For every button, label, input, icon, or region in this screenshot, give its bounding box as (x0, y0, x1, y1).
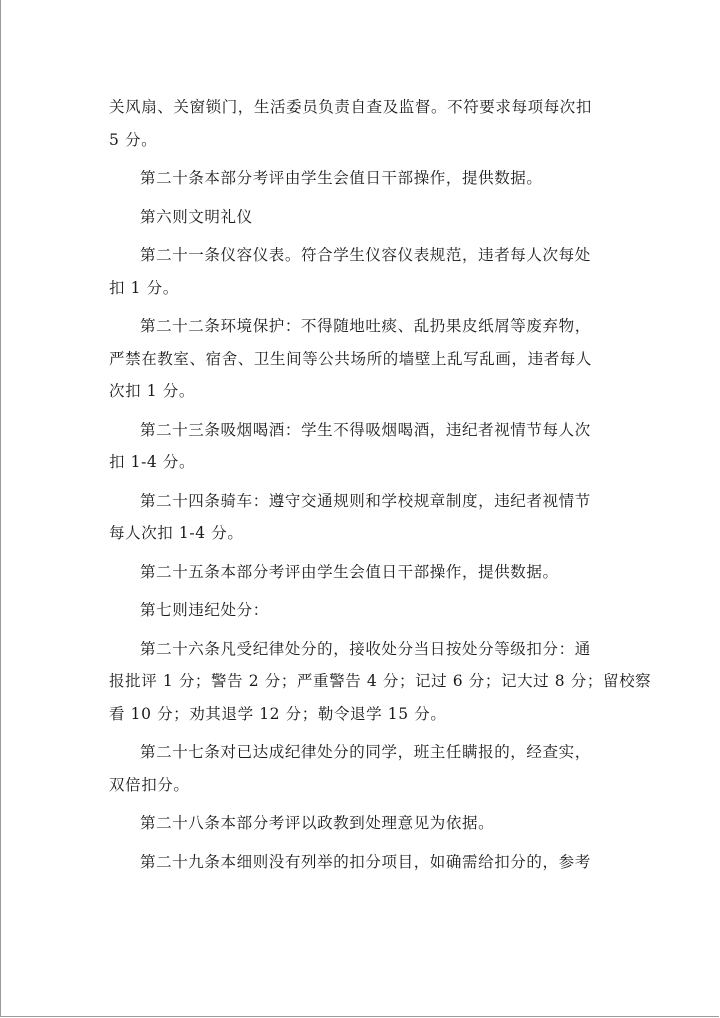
paragraph-article-22 (109, 310, 619, 408)
text-line: 第六则文明礼仪 (140, 207, 253, 226)
text-line: 关风扇、关窗锁门，生活委员负责自查及监督。不符要求每项每次扣 (109, 98, 593, 116)
text-line: 双倍扣分。 (109, 775, 190, 794)
section-heading-6 (109, 201, 619, 234)
text-line: 次扣 1 分。 (109, 382, 195, 400)
text-line: 第二十二条环境保护：不得随地吐痰、乱扔果皮纸屑等废弃物， (140, 317, 591, 335)
text-line: 看 10 分；劝其退学 12 分；勒令退学 15 分。 (109, 704, 447, 723)
paragraph-article-23 (109, 414, 619, 479)
text-line: 5 分。 (109, 130, 158, 149)
paragraph-article-26 (109, 633, 652, 731)
text-line: 第七则违纪处分： (140, 601, 269, 619)
text-line: 第二十五条本部分考评由学生会值日干部操作，提供数据。 (140, 562, 559, 581)
text-line: 扣 1-4 分。 (109, 453, 196, 471)
paragraph-article-29 (109, 846, 619, 879)
section-heading-7 (109, 594, 619, 627)
paragraph-article-27 (109, 736, 619, 801)
text-line: 每人次扣 1-4 分。 (109, 524, 244, 542)
text-line: 第二十条本部分考评由学生会值日干部操作，提供数据。 (140, 169, 543, 187)
paragraph-article-20 (109, 162, 619, 195)
text-line: 第二十四条骑车：遵守交通规则和学校规章制度，违纪者视情节 (140, 491, 591, 510)
paragraph-article-28 (109, 807, 619, 840)
text-line: 第二十六条凡受纪律处分的，接收处分当日按处分等级扣分：通 (140, 639, 591, 658)
text-line: 第二十九条本细则没有列举的扣分项目，如确需给扣分的，参考 (140, 852, 591, 871)
paragraph-article-25 (109, 556, 619, 589)
text-line: 报批评 1 分；警告 2 分；严重警告 4 分；记过 6 分；记大过 8 分；留校察 (109, 672, 652, 690)
paragraph-article-21 (109, 239, 619, 304)
paragraph-continuation (109, 91, 619, 156)
text-line: 第二十三条吸烟喝酒：学生不得吸烟喝酒，违纪者视情节每人次 (140, 420, 591, 439)
text-line: 第二十七条对已达成纪律处分的同学，班主任瞒报的，经查实， (140, 743, 591, 761)
text-line: 扣 1 分。 (109, 278, 179, 297)
text-line: 第二十八条本部分考评以政教到处理意见为依据。 (140, 814, 495, 832)
text-line: 第二十一条仪容仪表。符合学生仪容仪表规范，违者每人次每处 (140, 246, 591, 264)
paragraph-article-24 (109, 485, 619, 550)
text-line: 严禁在教室、宿舍、卫生间等公共场所的墙壁上乱写乱画，违者每人 (109, 349, 593, 368)
document-body (109, 91, 652, 884)
